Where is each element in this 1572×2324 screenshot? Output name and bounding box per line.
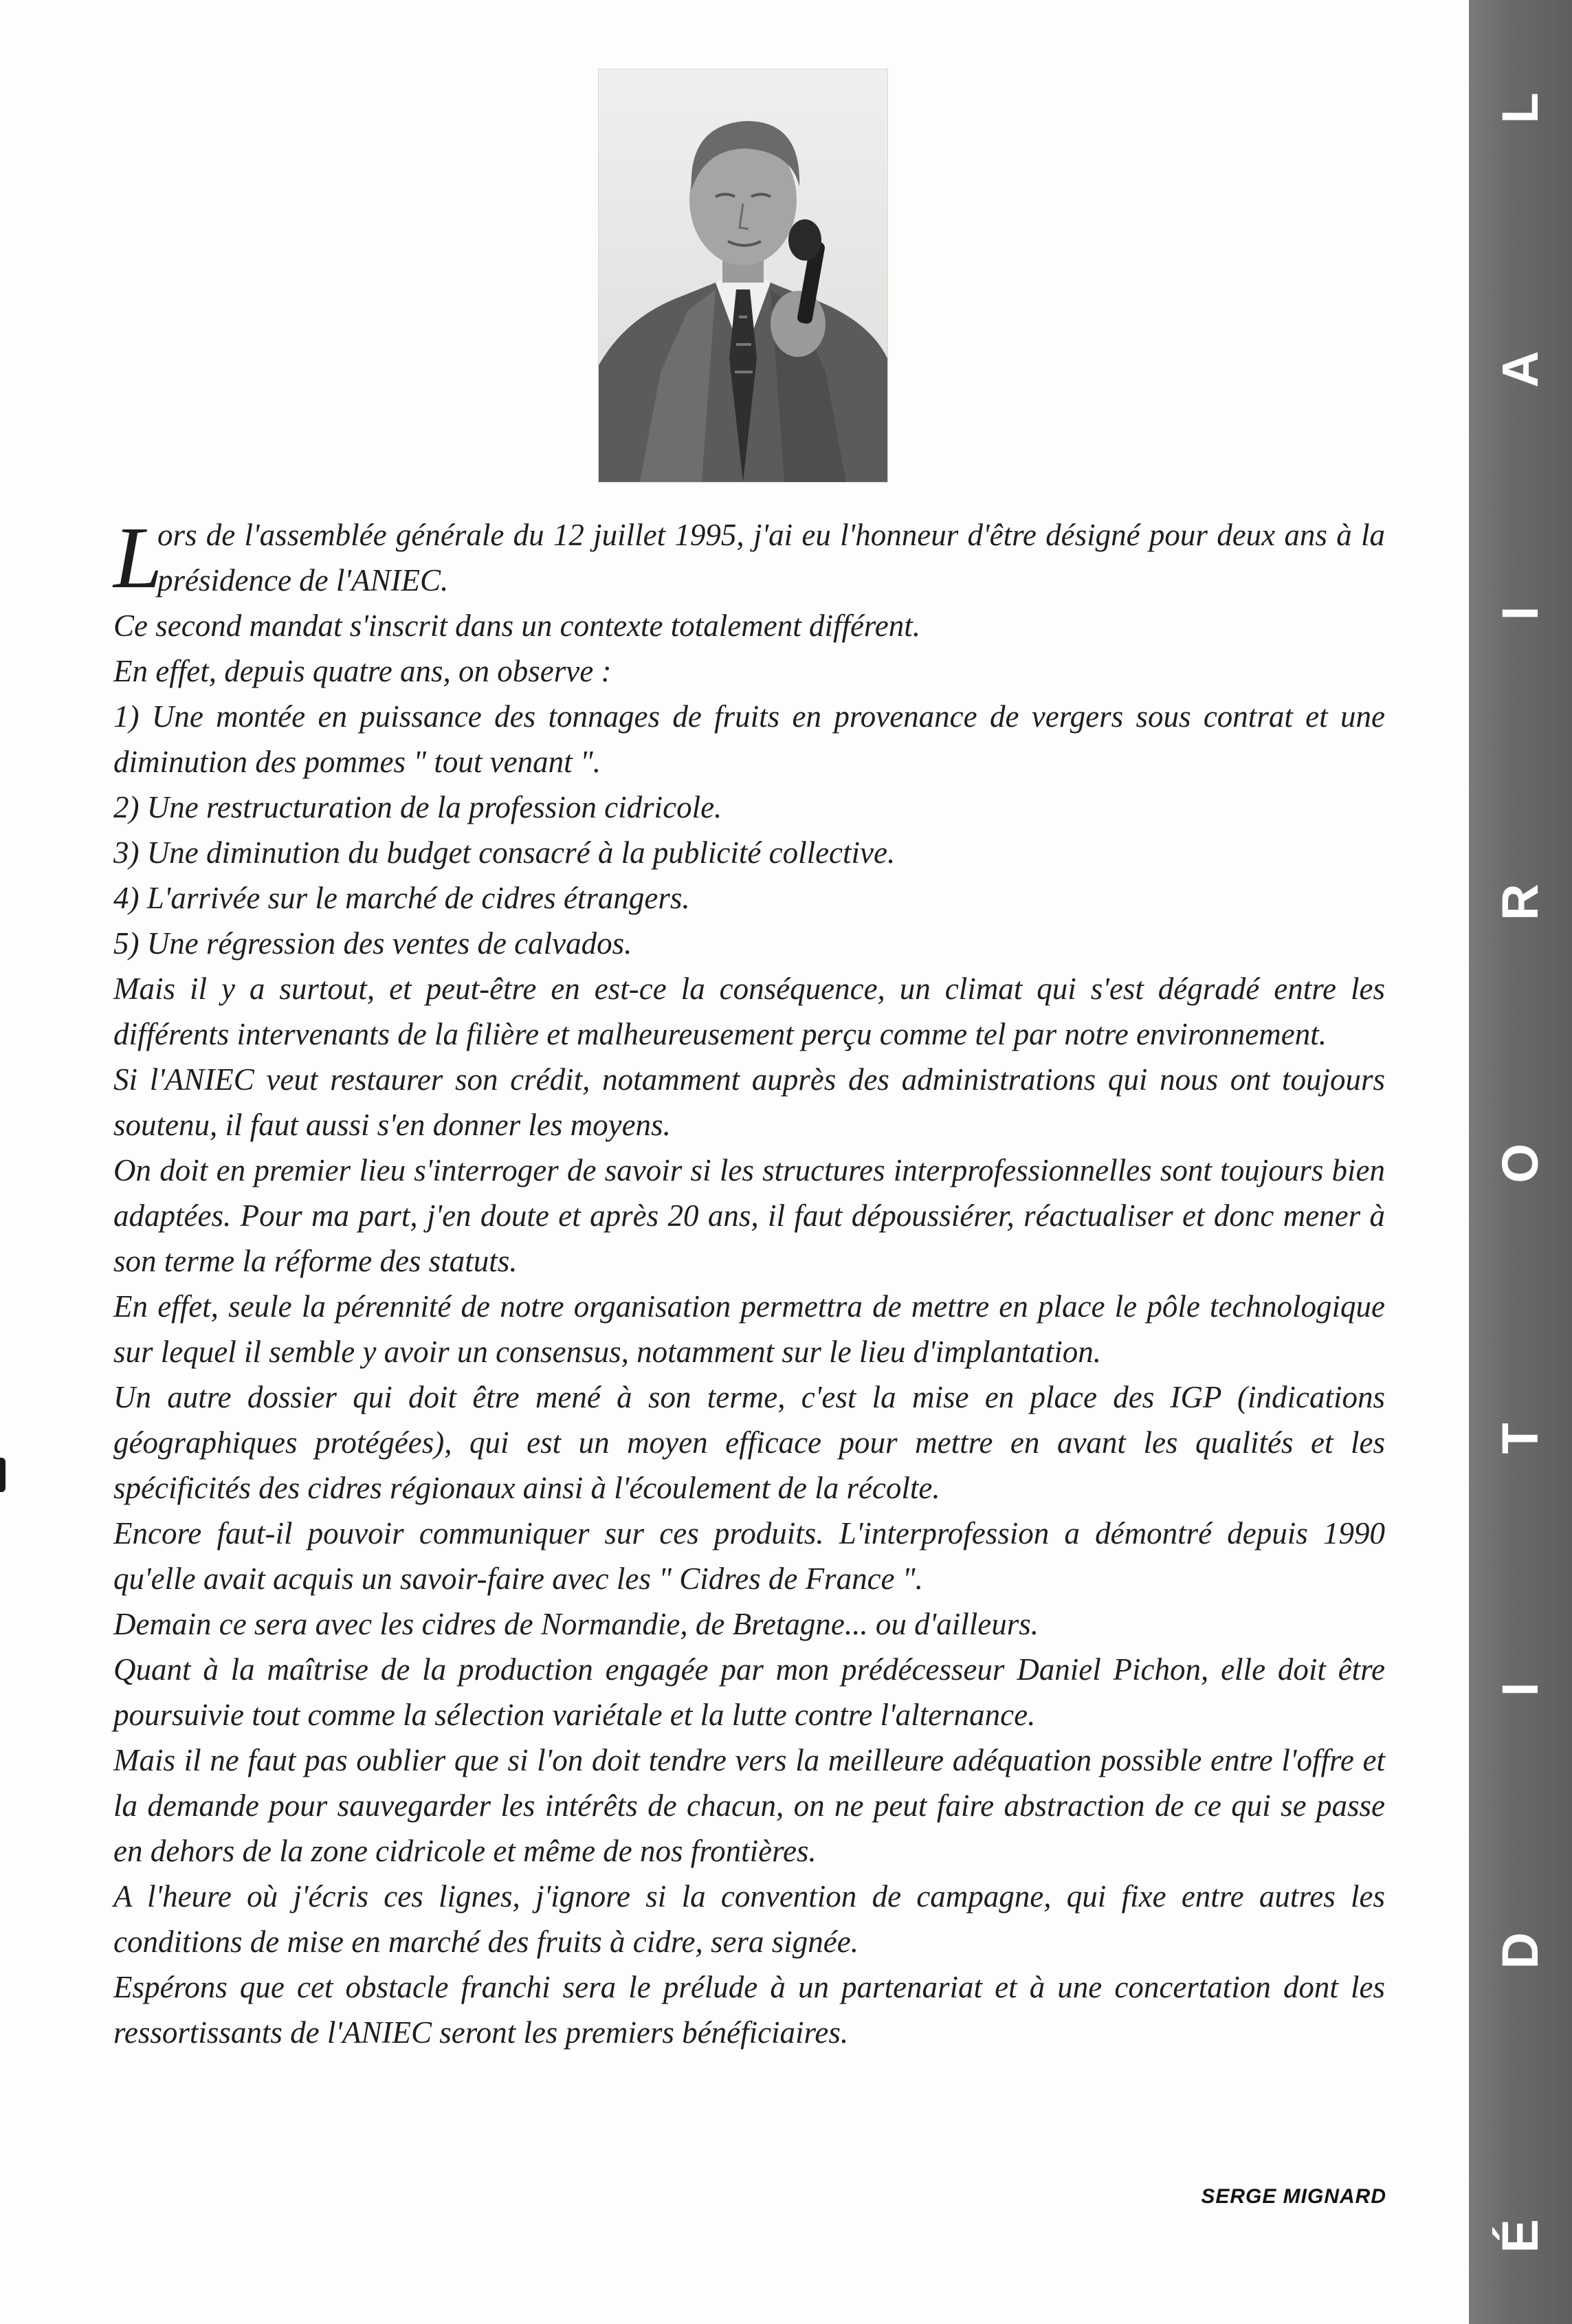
article-paragraph: Encore faut-il pouvoir communiquer sur ces produits. L'interprofession a démontré depuis 1990 qu'elle avait acquis un savoir-faire avec les " Cidres de France ".: [113, 1516, 1385, 1596]
banner-letter: D: [1492, 1932, 1549, 1969]
drop-cap: L: [113, 509, 163, 606]
first-paragraph-text: ors de l'assemblée générale du 12 juillet 1995, j'ai eu l'honneur d'être désigné pour deux ans à la présidence de l'ANIEC.: [157, 518, 1385, 598]
article-list-item: 1) Une montée en puissance des tonnages de fruits en provenance de vergers sous contrat et une diminution des pommes " tout venant ".: [113, 699, 1385, 779]
banner-letter: T: [1492, 1423, 1549, 1454]
article-paragraph: Mais il ne faut pas oublier que si l'on doit tendre vers la meilleure adéquation possible entre l'offre et la demande pour sauvegarder les intérêts de chacun, on ne peut faire abstraction de ce qui se passe en dehors de la zone cidricole et même de nos frontières.: [113, 1743, 1385, 1868]
article-first-paragraph: [113, 509, 1385, 606]
article-list-item: 3) Une diminution du budget consacré à la publicité collective.: [113, 835, 896, 870]
portrait-illustration: [599, 69, 887, 482]
banner-letter: L: [1492, 92, 1549, 124]
scan-edge-mark: [0, 1458, 5, 1492]
article-paragraph: En effet, depuis quatre ans, on observe :: [113, 654, 612, 688]
banner-letter: I: [1492, 606, 1549, 621]
banner-letter: A: [1492, 351, 1549, 388]
article-paragraph: Un autre dossier qui doit être mené à son terme, c'est la mise en place des IGP (indications géographiques protégées), qui est un moyen efficace pour mettre en avant les qualités et les spécificités des cidres régionaux ainsi à l'écoulement de la récolte.: [113, 1380, 1385, 1505]
banner-letter: É: [1492, 2219, 1549, 2253]
editorial-article: [113, 509, 1385, 2055]
article-paragraph: Ce second mandat s'inscrit dans un contexte totalement différent.: [113, 609, 920, 643]
editorial-side-banner: [1469, 0, 1572, 2324]
article-list-item: 5) Une régression des ventes de calvados.: [113, 926, 632, 961]
author-signature: SERGE MIGNARD: [1201, 2185, 1386, 2208]
article-paragraph: En effet, seule la pérennité de notre organisation permettra de mettre en place le pôle technologique sur lequel il semble y avoir un consensus, notamment sur le lieu d'implantation.: [113, 1289, 1385, 1369]
article-paragraph: Quant à la maîtrise de la production engagée par mon prédécesseur Daniel Pichon, elle doit être poursuivie tout comme la sélection variétale et la lutte contre l'alternance.: [113, 1652, 1385, 1732]
article-list-item: 4) L'arrivée sur le marché de cidres étrangers.: [113, 881, 690, 915]
article-paragraph: Si l'ANIEC veut restaurer son crédit, notamment auprès des administrations qui nous ont toujours soutenu, il faut aussi s'en donner les moyens.: [113, 1062, 1385, 1142]
article-paragraph: Mais il y a surtout, et peut-être en est-ce la conséquence, un climat qui s'est dégradé entre les différents intervenants de la filière et malheureusement perçu comme tel par notre environnement.: [113, 972, 1385, 1051]
article-paragraph: Demain ce sera avec les cidres de Normandie, de Bretagne... ou d'ailleurs.: [113, 1607, 1039, 1641]
banner-letter: R: [1492, 884, 1549, 921]
article-paragraph: On doit en premier lieu s'interroger de savoir si les structures interprofessionnelles sont toujours bien adaptées. Pour ma part, j'en doute et après 20 ans, il faut dépoussiérer, réactualiser et donc mener à son terme la réforme des statuts.: [113, 1153, 1385, 1278]
article-paragraph: Espérons que cet obstacle franchi sera le prélude à un partenariat et à une concertation dont les ressortissants de l'ANIEC seront les premiers bénéficiaires.: [113, 1970, 1385, 2050]
banner-letter: O: [1492, 1143, 1549, 1183]
article-paragraph: A l'heure où j'écris ces lignes, j'ignore si la convention de campagne, qui fixe entre autres les conditions de mise en marché des fruits à cidre, sera signée.: [113, 1879, 1385, 1959]
article-list-item: 2) Une restructuration de la profession cidricole.: [113, 790, 722, 824]
portrait-photo: [598, 69, 888, 483]
banner-letter: I: [1492, 1682, 1549, 1697]
